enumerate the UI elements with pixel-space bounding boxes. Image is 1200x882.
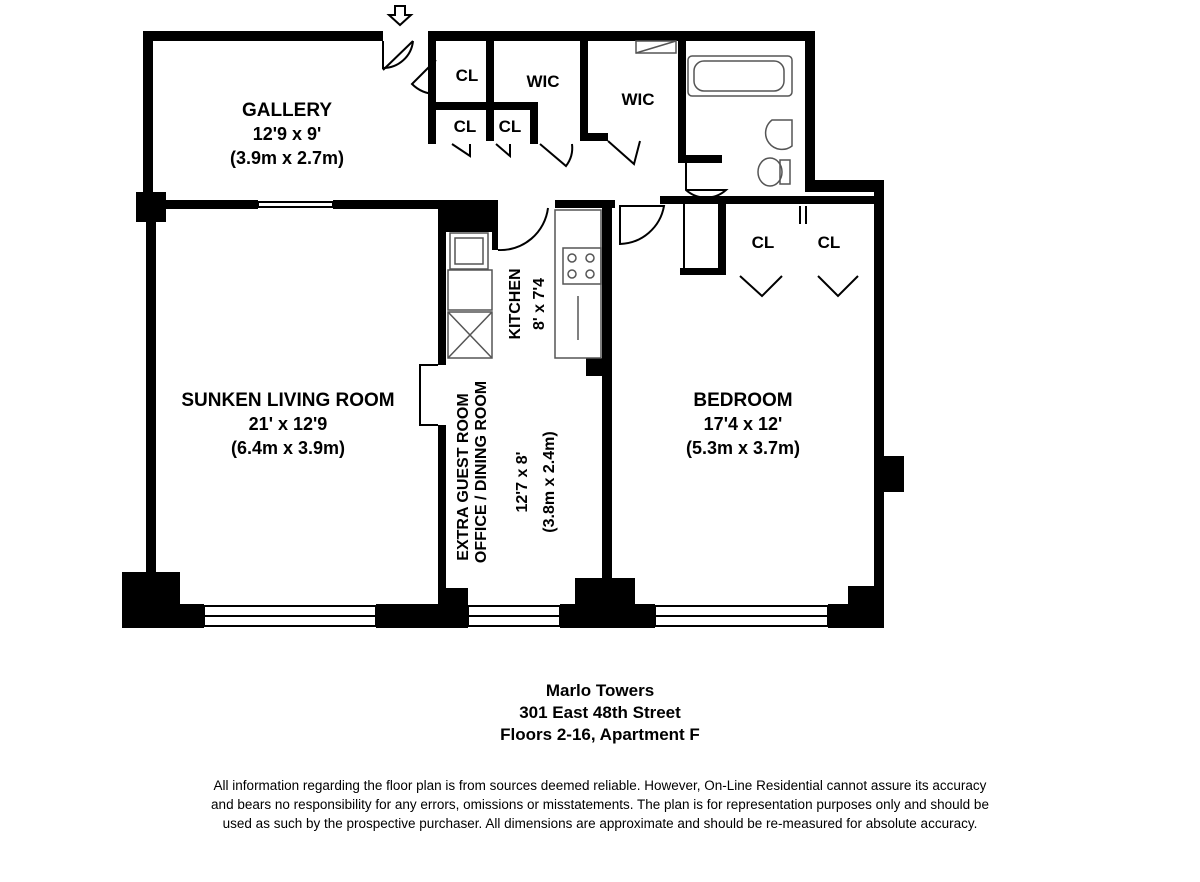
bath-fixtures — [636, 41, 792, 186]
disclaimer-line-3: used as such by the prospective purchaser. All dimensions are approximate and should be re-measured for absolute accuracy. — [222, 816, 978, 831]
wic-label-1: WIC — [526, 72, 560, 91]
closet-label-small-2: CL — [498, 117, 522, 136]
closet-label-small-1: CL — [453, 117, 477, 136]
closet-label-bedroom-2: CL — [817, 233, 841, 252]
gallery-dim-m: (3.9m x 2.7m) — [229, 148, 345, 168]
windows — [204, 606, 828, 626]
disclaimer-line-1: All information regarding the floor plan is from sources deemed reliable. However, On-Line Residential cannot assure its accuracy — [213, 778, 987, 793]
closet-label-bedroom-1: CL — [751, 233, 775, 252]
gallery-name: GALLERY — [241, 100, 333, 121]
living-room-dim-ft: 21' x 12'9 — [248, 414, 328, 434]
kitchen-name: KITCHEN — [507, 268, 524, 340]
guest-room-dim-ft: 12'7 x 8' — [514, 451, 531, 513]
bedroom-dim-m: (5.3m x 3.7m) — [685, 438, 801, 458]
room-labels — [181, 66, 840, 563]
closet-label-entry: CL — [455, 66, 479, 85]
living-room-dim-m: (6.4m x 3.9m) — [230, 438, 346, 458]
disclaimer — [0, 776, 1200, 833]
apartment-unit: Floors 2-16, Apartment F — [500, 725, 700, 744]
building-name: Marlo Towers — [545, 681, 655, 700]
bedroom-name: BEDROOM — [693, 390, 793, 411]
living-room-name: SUNKEN LIVING ROOM — [181, 390, 395, 411]
building-info — [0, 680, 1200, 746]
entry-arrow-icon — [389, 6, 411, 25]
kitchen-fixtures — [448, 210, 601, 358]
bedroom-dim-ft: 17'4 x 12' — [703, 414, 783, 434]
guest-room-name-line2: OFFICE / DINING ROOM — [473, 380, 490, 564]
gallery-dim-ft: 12'9 x 9' — [252, 124, 322, 144]
guest-room-dim-m: (3.8m x 2.4m) — [541, 431, 558, 533]
disclaimer-line-2: and bears no responsibility for any errors, omissions or misstatements. The plan is for representation purposes only and should be — [211, 797, 989, 812]
kitchen-dim-ft: 8' x 7'4 — [531, 277, 548, 331]
wic-label-2: WIC — [621, 90, 655, 109]
building-address: 301 East 48th Street — [519, 703, 681, 722]
guest-room-name-line1: EXTRA GUEST ROOM — [455, 393, 472, 561]
